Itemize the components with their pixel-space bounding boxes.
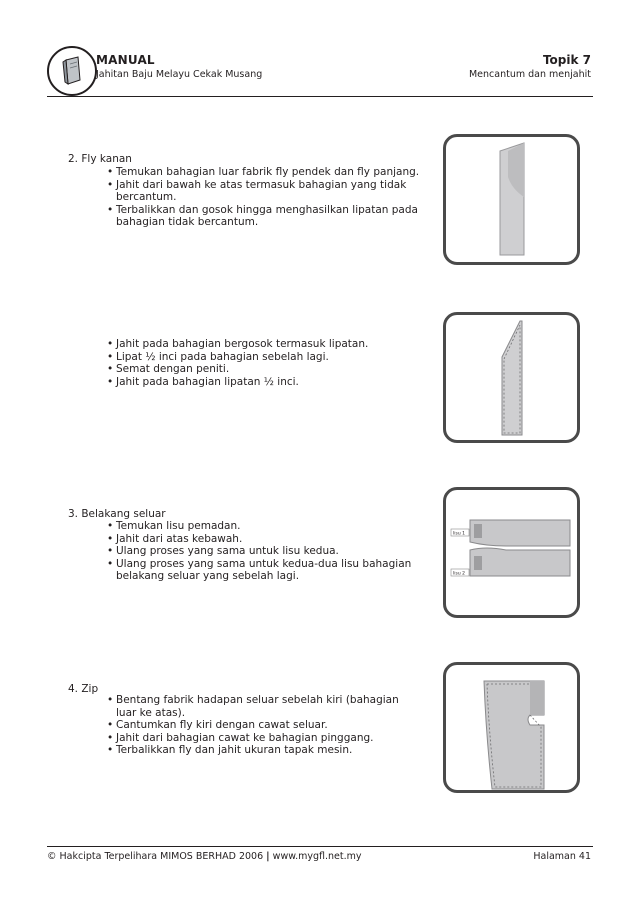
step-item: • Jahit dari bahagian cawat ke bahagian pinggang. bbox=[107, 732, 407, 745]
step-item: • Jahit pada bahagian lipatan ½ inci. bbox=[107, 376, 427, 389]
book-icon bbox=[55, 54, 89, 88]
zip-illustration bbox=[443, 662, 580, 793]
section-title-belakang-seluar: 3. Belakang seluar bbox=[68, 508, 166, 520]
step-item: • Terbalikkan fly dan jahit ukuran tapak mesin. bbox=[107, 744, 407, 757]
belakang-seluar-steps bbox=[107, 520, 417, 583]
section-title-zip: 4. Zip bbox=[68, 683, 99, 695]
header-rule bbox=[47, 96, 593, 97]
lisu-2-label: lisu 2 bbox=[453, 571, 465, 577]
footer-rule bbox=[47, 846, 593, 847]
step-item: • Cantumkan fly kiri dengan cawat seluar. bbox=[107, 719, 407, 732]
fly-piece-figure bbox=[446, 137, 583, 268]
manual-title: MANUAL bbox=[96, 53, 155, 67]
topic-subtitle: Mencantum dan menjahit bbox=[468, 69, 591, 80]
belakang-seluar-illustration bbox=[443, 487, 580, 618]
step-item: • Ulang proses yang sama untuk kedua-dua lisu bahagian belakang seluar yang sebelah lagi. bbox=[107, 558, 417, 583]
step-item: • Jahit pada bahagian bergosok termasuk lipatan. bbox=[107, 338, 427, 351]
topic-title: Topik 7 bbox=[542, 53, 591, 67]
manual-subtitle: Jahitan Baju Melayu Cekak Musang bbox=[96, 69, 263, 80]
fly-kanan-illustration bbox=[443, 134, 580, 265]
page-number: Halaman 41 bbox=[533, 851, 591, 862]
back-trouser-figure bbox=[446, 490, 583, 621]
zip-steps bbox=[107, 694, 407, 757]
step-item: • Jahit dari atas kebawah. bbox=[107, 533, 417, 546]
step-item: • Terbalikkan dan gosok hingga menghasilkan lipatan pada bahagian tidak bercantum. bbox=[107, 204, 423, 229]
lisu-1-label: lisu 1 bbox=[453, 531, 465, 537]
copyright-text: © Hakcipta Terpelihara MIMOS BERHAD 2006 bbox=[47, 851, 264, 862]
step-item: • Temukan lisu pemadan. bbox=[107, 520, 417, 533]
step-item: • Semat dengan peniti. bbox=[107, 363, 427, 376]
step-item: • Temukan bahagian luar fabrik fly pendek dan fly panjang. bbox=[107, 166, 423, 179]
manual-logo bbox=[47, 46, 97, 96]
website-link[interactable]: www.mygfl.net.my bbox=[272, 851, 362, 862]
step-item: • Bentang fabrik hadapan seluar sebelah kiri (bahagian luar ke atas). bbox=[107, 694, 407, 719]
step-item: • Jahit dari bawah ke atas termasuk bahagian yang tidak bercantum. bbox=[107, 179, 423, 204]
front-trouser-zip-figure bbox=[446, 665, 583, 796]
fly-kanan-steps-continued bbox=[107, 338, 427, 388]
fly-stitched-illustration bbox=[443, 312, 580, 443]
step-item: • Lipat ½ inci pada bahagian sebelah lagi. bbox=[107, 351, 427, 364]
fly-kanan-steps bbox=[107, 166, 423, 229]
stitched-fly-figure bbox=[446, 315, 583, 446]
step-item: • Ulang proses yang sama untuk lisu kedua. bbox=[107, 545, 417, 558]
footer-separator: | bbox=[266, 851, 270, 862]
footer-credit bbox=[47, 851, 362, 862]
section-title-fly-kanan: 2. Fly kanan bbox=[68, 153, 132, 165]
